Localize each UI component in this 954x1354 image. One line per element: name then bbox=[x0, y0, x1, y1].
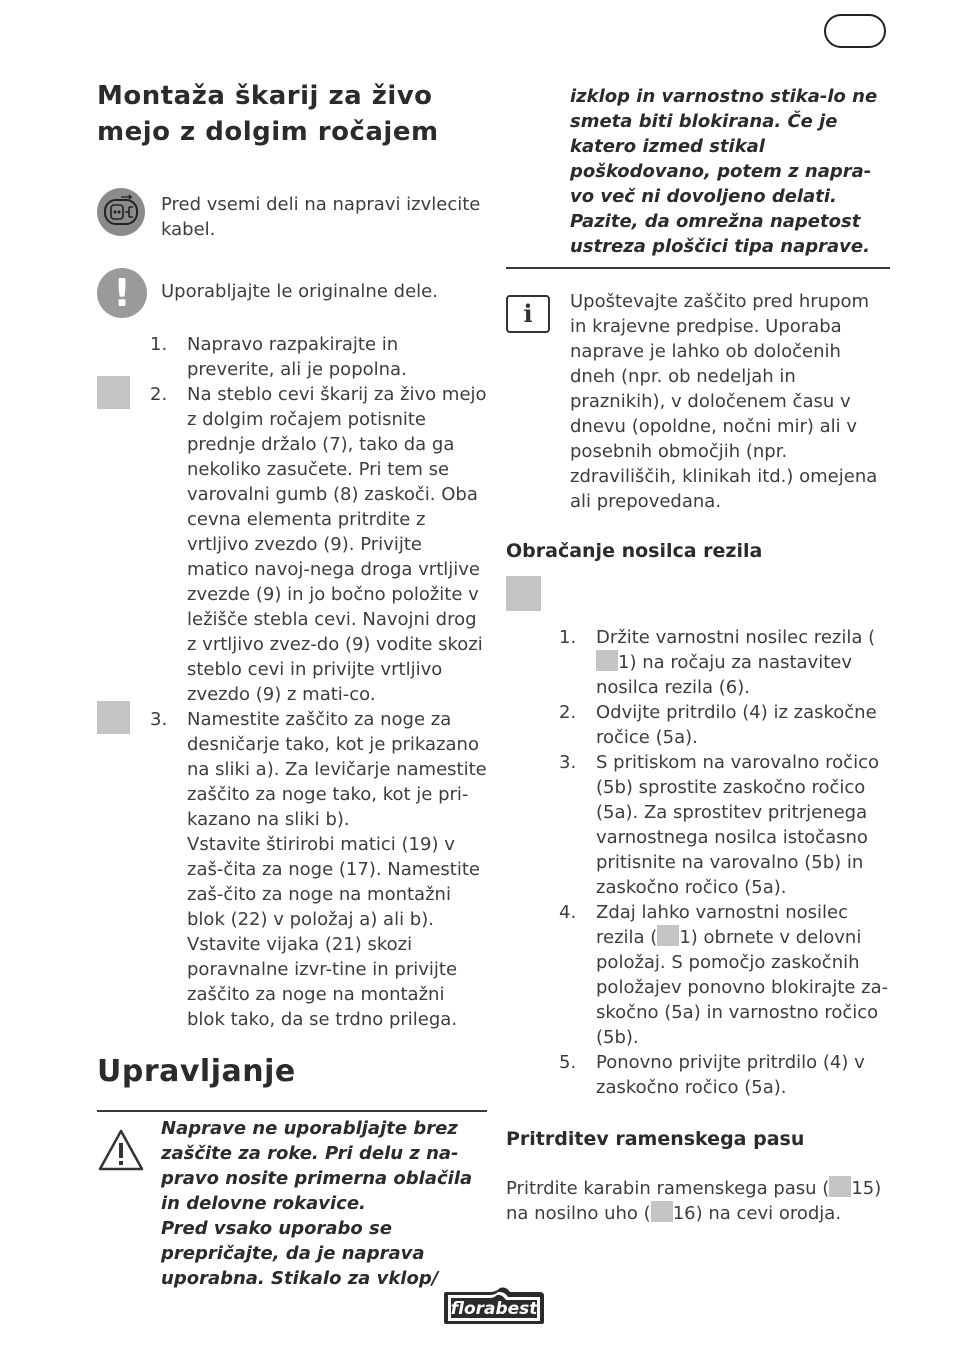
step-text: Namestite zaščito za noge za desničarje tako, kot je prikazano na sliki a). Za levičarje namestite zaščito za noge tako, kot je pri-kazano na sliki b). bbox=[187, 709, 487, 830]
info-note bbox=[506, 289, 890, 514]
step-number: 2. bbox=[150, 384, 168, 405]
section-title-operation: Upravljanje bbox=[97, 1054, 296, 1089]
subsection-title-blade-holder: Obračanje nosilca rezila bbox=[506, 540, 763, 562]
step-number: 1. bbox=[559, 627, 577, 648]
note-original-text: Uporabljajte le originalne dele. bbox=[161, 281, 438, 302]
list-item bbox=[506, 1050, 890, 1100]
note-unplug bbox=[97, 188, 487, 242]
section-title-assembly bbox=[97, 78, 487, 150]
step-text: S pritiskom na varovalno ročico (5b) sprostite zaskočno ročico (5a). Za sprostitev pritrjenega varnostnega nosilca istočasno pritisnite na varovalno (5b) in zaskočno ročico (5a). bbox=[596, 752, 879, 898]
list-item bbox=[506, 900, 890, 1050]
figure-ref-box bbox=[506, 576, 541, 611]
step-number: 4. bbox=[559, 902, 577, 923]
shoulder-strap-text bbox=[506, 1176, 890, 1226]
step-number: 1. bbox=[150, 334, 168, 355]
step-number: 3. bbox=[559, 752, 577, 773]
exclamation-icon: ! bbox=[97, 268, 147, 318]
step-text: Na steblo cevi škarij za živo mejo z dolgim ročajem potisnite prednje držalo (7), tako da ga nekoliko zasučete. Pri tem se varovalni gumb (8) zaskoči. Oba cevna elementa pritrdite z vrtljivo zvezdo (9). Privijte matico navoj-nega droga vrtljive zvezde (9) in jo bočno položite v ležišče stebla cevi. Navojni drog z vrtljivo zvez-do (9) vodite skozi steblo cevi in privijte vrtljivo zvezdo (9) z mati-co. bbox=[187, 384, 487, 705]
note-original-parts bbox=[97, 268, 487, 315]
warning-end-divider bbox=[506, 267, 890, 269]
step-text: Ponovno privijte pritrdilo (4) v zaskočno ročico (5a). bbox=[596, 1052, 865, 1098]
step-text-continued: Vstavite štirirobi matici (19) v zaš-čita za noge (17). Namestite zaš-čito za noge na montažni blok (22) v položaj a) ali b). Vstavite vijaka (21) skozi poravnalne izvr-tine in privijte zaščito za noge na montažni blok tako, da se trdno prilega. bbox=[187, 834, 480, 1030]
warning-text-part2: Pred vsako uporabo se prepričajte, da je naprava uporabna. Stikalo za vklop/ bbox=[161, 1218, 439, 1289]
strap-text-1: Pritrdite karabin ramenskega pasu ( bbox=[506, 1178, 830, 1199]
strap-text-2: 15) na nosilno uho ( bbox=[506, 1178, 882, 1224]
list-item bbox=[506, 625, 890, 700]
right-column bbox=[506, 84, 890, 1226]
list-item bbox=[97, 707, 487, 1032]
assembly-steps bbox=[97, 332, 487, 1032]
language-badge bbox=[824, 14, 886, 48]
logo-text: florabest bbox=[450, 1299, 538, 1319]
list-item bbox=[97, 332, 487, 382]
figure-ref-inline bbox=[829, 1176, 851, 1197]
step-text-after: 1) obrnete v delovni položaj. S pomočjo zaskočnih položajev ponovno blokirajte za-skočno (5a) in varnostno ročico (5b). bbox=[596, 927, 889, 1048]
list-item bbox=[506, 750, 890, 900]
warning-text-continued: izklop in varnostno stika-lo ne smeta biti blokirana. Če je katero izmed stikal poškodovano, potem z napra-vo več ni dovoljeno delati. Pazite, da omrežna napetost ustreza ploščici tipa naprave. bbox=[570, 86, 878, 257]
title-line-1: Montaža škarij za živo bbox=[97, 81, 433, 111]
step-text-after: 1) na ročaju za nastavitev nosilca rezila (6). bbox=[596, 652, 852, 698]
step-number: 2. bbox=[559, 702, 577, 723]
warning-divider bbox=[97, 1110, 487, 1112]
step-number: 3. bbox=[150, 709, 168, 730]
florabest-logo bbox=[440, 1284, 548, 1326]
step-text: Držite varnostni nosilec rezila ( bbox=[596, 627, 876, 648]
left-column bbox=[97, 78, 487, 1291]
strap-text-3: 16) na cevi orodja. bbox=[672, 1203, 842, 1224]
warning-text bbox=[161, 1116, 487, 1291]
step-text: Odvijte pritrdilo (4) iz zaskočne ročice (5a). bbox=[596, 702, 877, 748]
subsection-title-shoulder-strap: Pritrditev ramenskega pasu bbox=[506, 1128, 805, 1150]
figure-ref-inline bbox=[657, 925, 679, 946]
warning-triangle-icon bbox=[97, 1128, 145, 1176]
unplug-icon bbox=[97, 188, 145, 236]
info-icon: i bbox=[506, 295, 550, 333]
figure-ref-inline bbox=[596, 650, 618, 671]
figure-ref-box bbox=[97, 376, 130, 409]
warning-block bbox=[97, 1116, 487, 1291]
list-item bbox=[97, 382, 487, 707]
info-note-text: Upoštevajte zaščito pred hrupom in krajevne predpise. Uporaba naprave je lahko ob določenih dneh (npr. ob nedeljah in praznikih), v določenem času v dnevu (opoldne, nočni mir) ali v posebnih območjih (npr. zdraviliščih, klinikah itd.) omejena ali prepovedana. bbox=[570, 291, 878, 512]
figure-ref-inline bbox=[651, 1201, 673, 1222]
list-item bbox=[506, 700, 890, 750]
step-text: Napravo razpakirajte in preverite, ali je popolna. bbox=[187, 334, 407, 380]
warning-text-part1: Naprave ne uporabljajte brez zaščite za roke. Pri delu z na-pravo nosite primerna oblačila in delovne rokavice. bbox=[161, 1118, 473, 1214]
note-unplug-text: Pred vsemi deli na napravi izvlecite kabel. bbox=[161, 194, 481, 240]
title-line-2: mejo z dolgim ročajem bbox=[97, 117, 439, 147]
step-text: Zdaj lahko varnostni nosilec rezila ( bbox=[596, 902, 848, 948]
figure-ref-box bbox=[97, 701, 130, 734]
step-number: 5. bbox=[559, 1052, 577, 1073]
blade-holder-steps bbox=[506, 625, 890, 1100]
